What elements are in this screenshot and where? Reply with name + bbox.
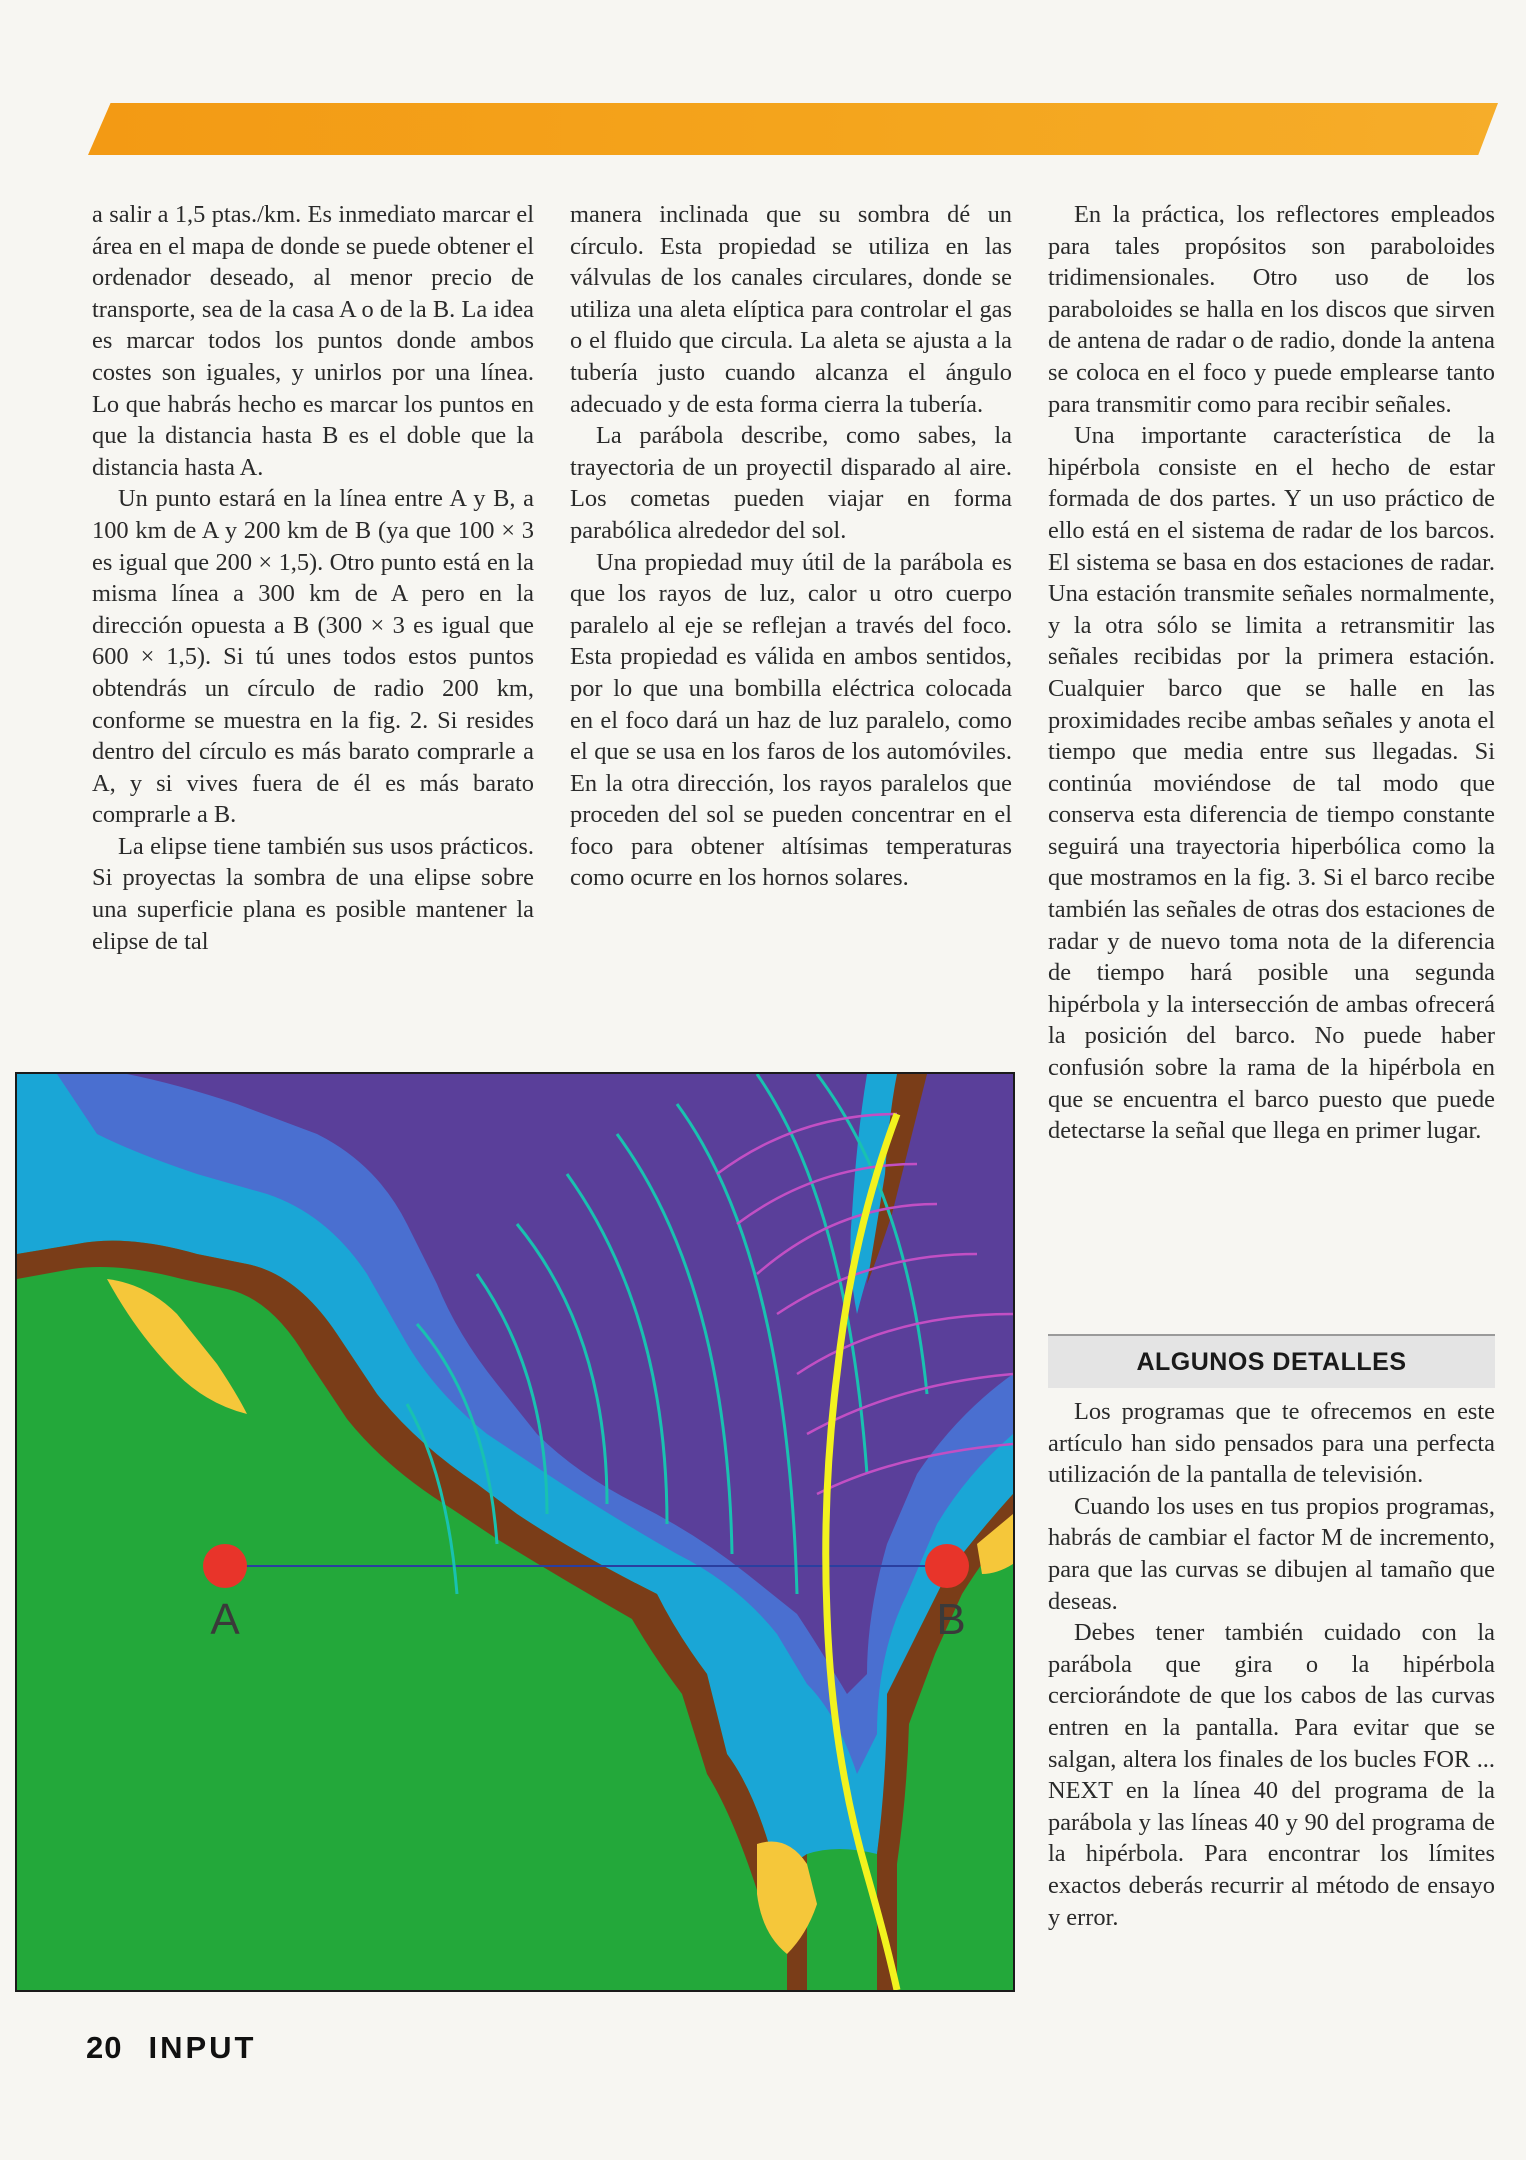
paragraph: a salir a 1,5 ptas./km. Es inmediato marcar el área en el mapa de donde se puede obtener el ordenador deseado, al menor precio de transporte, sea de la casa A o de la B. La idea es marcar todos los puntos donde ambos costes son iguales, y unirlos por una línea. Lo que habrás hecho es marcar los puntos en que la distancia hasta B es el doble que la distancia hasta A. [92,201,534,481]
text-column-3 [1048,199,1495,1147]
sidebar-heading: ALGUNOS DETALLES [1048,1334,1495,1388]
paragraph: Una propiedad muy útil de la parábola es que los rayos de luz, calor u otro cuerpo paralelo al eje se reflejan a través del foco. Esta propiedad es válida en ambos sentidos, por lo que una bombilla eléctrica colocada en el foco dará un haz de luz paralelo, como el que se usa en los faros de los automóviles. En la otra dirección, los rayos paralelos que proceden del sol se pueden concentrar en el foco para obtener altísimas temperaturas como ocurre en los hornos solares. [570,548,1012,892]
text-column-1 [92,199,534,957]
paragraph: Un punto estará en la línea entre A y B, a 100 km de A y 200 km de B (ya que 100 × 3 es igual que 200 × 1,5). Otro punto está en la misma línea a 300 km de A pero en la dirección opuesta a B (300 × 3 es igual que 600 × 1,5). Si tú unes todos estos puntos obtendrás un círculo de radio 200 km, conforme se muestra en la fig. 2. Si resides dentro del círculo es más barato comprarle a A, y si vives fuera de él es más barato comprarle a B. [92,485,534,829]
paragraph: manera inclinada que su sombra dé un círculo. Esta propiedad se utiliza en las válvulas de los canales circulares, donde se utiliza una aleta elíptica para controlar el gas o el fluido que circula. La aleta se ajusta a la tubería justo cuando alcanza el ángulo adecuado y de esta forma cierra la tubería. [570,201,1012,418]
paragraph: La elipse tiene también sus usos prácticos. Si proyectas la sombra de una elipse sobre una superficie plana es posible mantener la elipse de tal [92,832,534,955]
figure-illustration [17,1074,1013,1990]
paragraph: Una importante característica de la hipérbola consiste en el hecho de estar formada de dos partes. Y un uso práctico de ello está en el sistema de radar de los barcos. El sistema se basa en dos estaciones de radar. Una estación transmite señales normalmente, y la otra sólo se limita a retransmitir las señales recibidas por la primera estación. Cualquier barco que se halle en las proximidades recibe ambas señales y anota el tiempo que media entre sus llegadas. Si continúa moviéndose de tal modo que conserva esta diferencia de tiempo constante seguirá una trayectoria hiperbólica como la que mostramos en la fig. 3. Si el barco recibe también las señales de otras dos estaciones de radar y de nuevo toma nota de la diferencia de tiempo hará posible una segunda hipérbola y la intersección de ambas ofrecerá la posición del barco. No puede haber confusión sobre la rama de la hipérbola en que se encuentra el barco puesto que puede detectarse la señal que llega en primer lugar. [1048,422,1495,1145]
paragraph: La parábola describe, como sabes, la trayectoria de un proyectil disparado al aire. Los cometas pueden viajar en forma parabólica alrededor del sol. [570,422,1012,544]
paragraph: En la práctica, los reflectores empleados para tales propósitos son paraboloides tridimensionales. Otro uso de los paraboloides se halla en los discos que sirven de antena de radar o de radio, donde la antena se coloca en el foco y puede emplearse tanto para transmitir como para recibir señales. [1048,201,1495,418]
label-b: B [936,1595,966,1644]
page-number: 20 [86,2030,123,2065]
label-a: A [210,1595,240,1644]
header-color-bar [88,103,1498,155]
radar-hyperbola-figure [15,1072,1015,1992]
page-footer [86,2030,282,2066]
text-column-2 [570,199,1012,894]
sidebar-body [1048,1396,1495,1933]
paragraph: Debes tener también cuidado con la parábola que gira o la hipérbola cerciorándote de que los cabos de las curvas entren en la pantalla. Para evitar que se salgan, altera los finales de los bucles FOR ... NEXT en la línea 40 del programa de la parábola y las líneas 40 y 90 del programa de la hipérbola. Para encontrar los límites exactos deberás recurrir al método de ensayo y error. [1048,1619,1495,1931]
magazine-brand: INPUT [148,2030,257,2065]
paragraph: Los programas que te ofrecemos en este artículo han sido pensados para una perfecta utilización de la pantalla de televisión. [1048,1398,1495,1489]
station-b [925,1544,969,1588]
station-a [203,1544,247,1588]
paragraph: Cuando los uses en tus propios programas, habrás de cambiar el factor M de incremento, para que las curvas se dibujen al tamaño que deseas. [1048,1492,1495,1615]
